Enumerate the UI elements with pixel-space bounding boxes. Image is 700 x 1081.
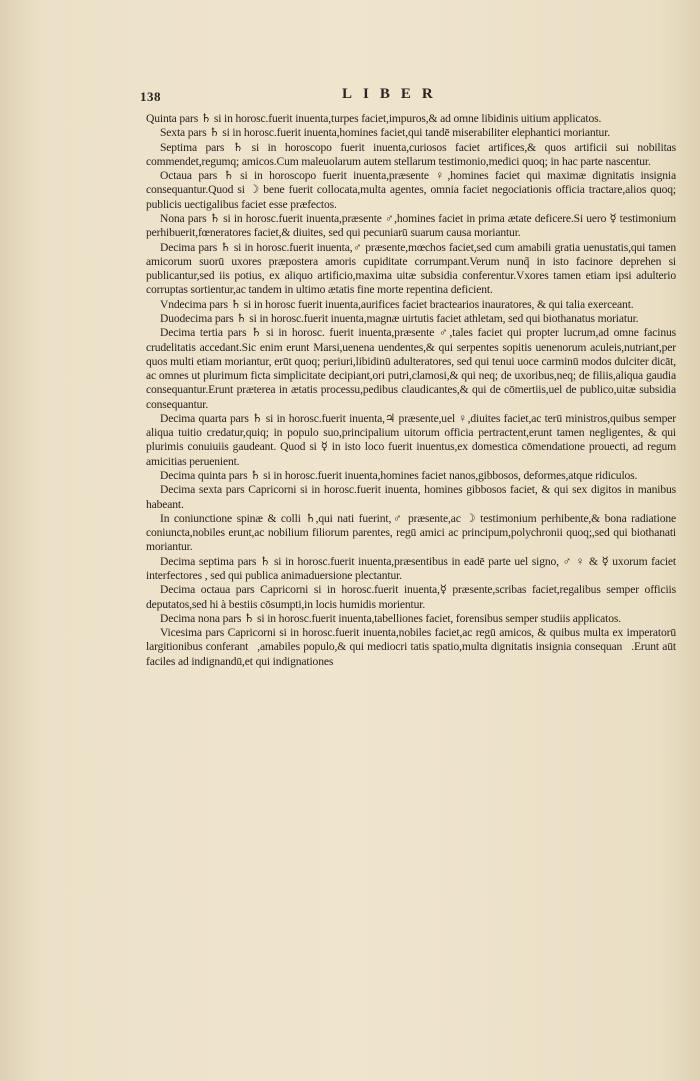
paragraph: Decima nona pars ♄ si in horosc.fuerit inuenta,tabelliones faciet, forensibus semper studiis applicatos.	[160, 611, 621, 625]
running-title: LIBER	[342, 86, 444, 102]
paragraph: Octaua pars ♄ si in horoscopo fuerit inuenta,præsente ♀,homines faciet qui maximæ dignitatis insignia consequantur.Quod si ☽ bene fuerit collocata,multa agentes, omnia faciet negociationis officia tractare,alios quoq; publicis uectigalibus faciet esse præfectos.	[146, 169, 676, 211]
paragraph: Decima quarta pars ♄ si in horosc.fuerit inuenta,♃ præsente,uel ♀,diuites faciet,ac terū ministros,quibus semper aliqua tuitio credatur,quiq; in populo suo,principalium uitorum officia pertractent,erunt tamen negligentes, & qui plurimis conuiuiis gaudeant. Quod si ☿ in isto loco fuerit inuentus,ex domestica cōmendatione prouecti, ad regum amicitias peruenient.	[146, 411, 676, 468]
folio-number: 138	[140, 89, 161, 104]
main-text	[146, 112, 676, 669]
paragraph: Sexta pars ♄ si in horosc.fuerit inuenta,homines faciet,qui tandē miserabiliter elephantici moriantur.	[160, 126, 611, 140]
paragraph: Decima tertia pars ♄ si in horosc. fuerit inuenta,præsente ♂,tales faciet qui propter lucrum,ad omne facinus crudelitatis accedant.Sic enim erunt Marsi,uenena uendentes,& qui serpentes sopitis uenenorum aculeis,nutriant,per quos multi etiam moriantur, erūt quoq; periuri,libidinū adulteratores, sed qui tenui uoce carminū modos dulciter dicāt, ac omnes ut plurimum ficta simplicitate decipiant,ori putri,clamosi,& qui neq; de uxoribus,neq; de filiis,aliqua gaudia consequantur.Erunt præterea in ætatis processu,pedibus claudicantes,& qui de cōmertiis,uel de publico,uitæ subsidia consequantur.	[146, 326, 676, 411]
paragraph: Decima octaua pars Capricorni si in horosc.fuerit inuenta,☿ præsente,scribas faciet,regalibus semper officiis deputatos,sed hi à bestiis cōsumpti,in locis humidis morientur.	[146, 583, 676, 611]
paragraph: Decima pars ♄ si in horosc.fuerit inuenta,♂ præsente,mœchos faciet,sed cum amabili gratia uenustatis,qui tamen amicorum suorū uxores præpostera amoris cupiditate corrumpant.Verum nunq̃ in isto facinore deprehen si publicantur,sed iis potius, ex aliquo artificio,maxima uitæ subsidia conferentur.Vxores tamen etiam ipsi adulterio corruptas sortientur,ac tandem in ultimo ætatis fine morte repentina deficient.	[146, 240, 676, 297]
paragraph: Vicesima pars Capricorni si in horosc.fuerit inuenta,nobiles faciet,ac regū amicos, & quibus multa ex imperatorū largitionibus conferantᷓ,amabiles populo,& qui mediocri tatis spatio,multa dignitatis insignia consequanᷓ.Erunt aūt faciles ad indignandū,et qui indignationes	[146, 626, 676, 668]
paragraph: Quinta pars ♄ si in horosc.fuerit inuenta,turpes faciet,impuros,& ad omne libidinis uitium applicatos.	[146, 112, 602, 125]
paragraph: Septima pars ♄ si in horoscopo fuerit inuenta,curiosos faciet artifices,& quos artificii sui nobilitas commendet,regumq; amicos.Cum maleuolarum autem stellarum testimonio,medici quoq; in hac parte nascentur.	[146, 140, 676, 168]
page-header	[0, 86, 700, 110]
paragraph: Decima sexta pars Capricorni si in horosc.fuerit inuenta, homines gibbosos faciet, & qui sex digitos in manibus habeant.	[146, 483, 676, 511]
paragraph: Duodecima pars ♄ si in horosc.fuerit inuenta,magnæ uirtutis faciet athletam, sed qui biothanatus moriatur.	[160, 311, 639, 325]
paragraph: Nona pars ♄ si in horosc.fuerit inuenta,præsente ♂,homines faciet in prima ætate deficere.Si uero ☿ testimonium perhibuerit,fœneratores faciet,& diuites, sed qui pecuniarū suarum causa moriantur.	[146, 211, 676, 240]
paragraph: Vndecima pars ♄ si in horosc fuerit inuenta,aurifices faciet bractearios inauratores, & qui talia exerceant.	[160, 297, 634, 311]
paragraph: Decima septima pars ♄ si in horosc.fuerit inuenta,præsentibus in eadē parte uel signo, ♂ ♀ & ☿ uxorum faciet interfectores , sed qui publica animaduersione plectantur.	[146, 554, 676, 582]
paragraph: Decima quinta pars ♄ si in horosc.fuerit inuenta,homines faciet nanos,gibbosos, deformes,atque ridiculos.	[160, 469, 638, 483]
paragraph: In coniunctione spinæ & colli ♄,qui nati fuerint,♂ præsente,ac ☽ testimonium perhibente,& bona radiatione coniuncta,nobiles erunt,ac nobilium filiorum parentes, regū amici ac principum,polychronii quoq;,sed qui biothanati moriantur.	[146, 511, 676, 554]
